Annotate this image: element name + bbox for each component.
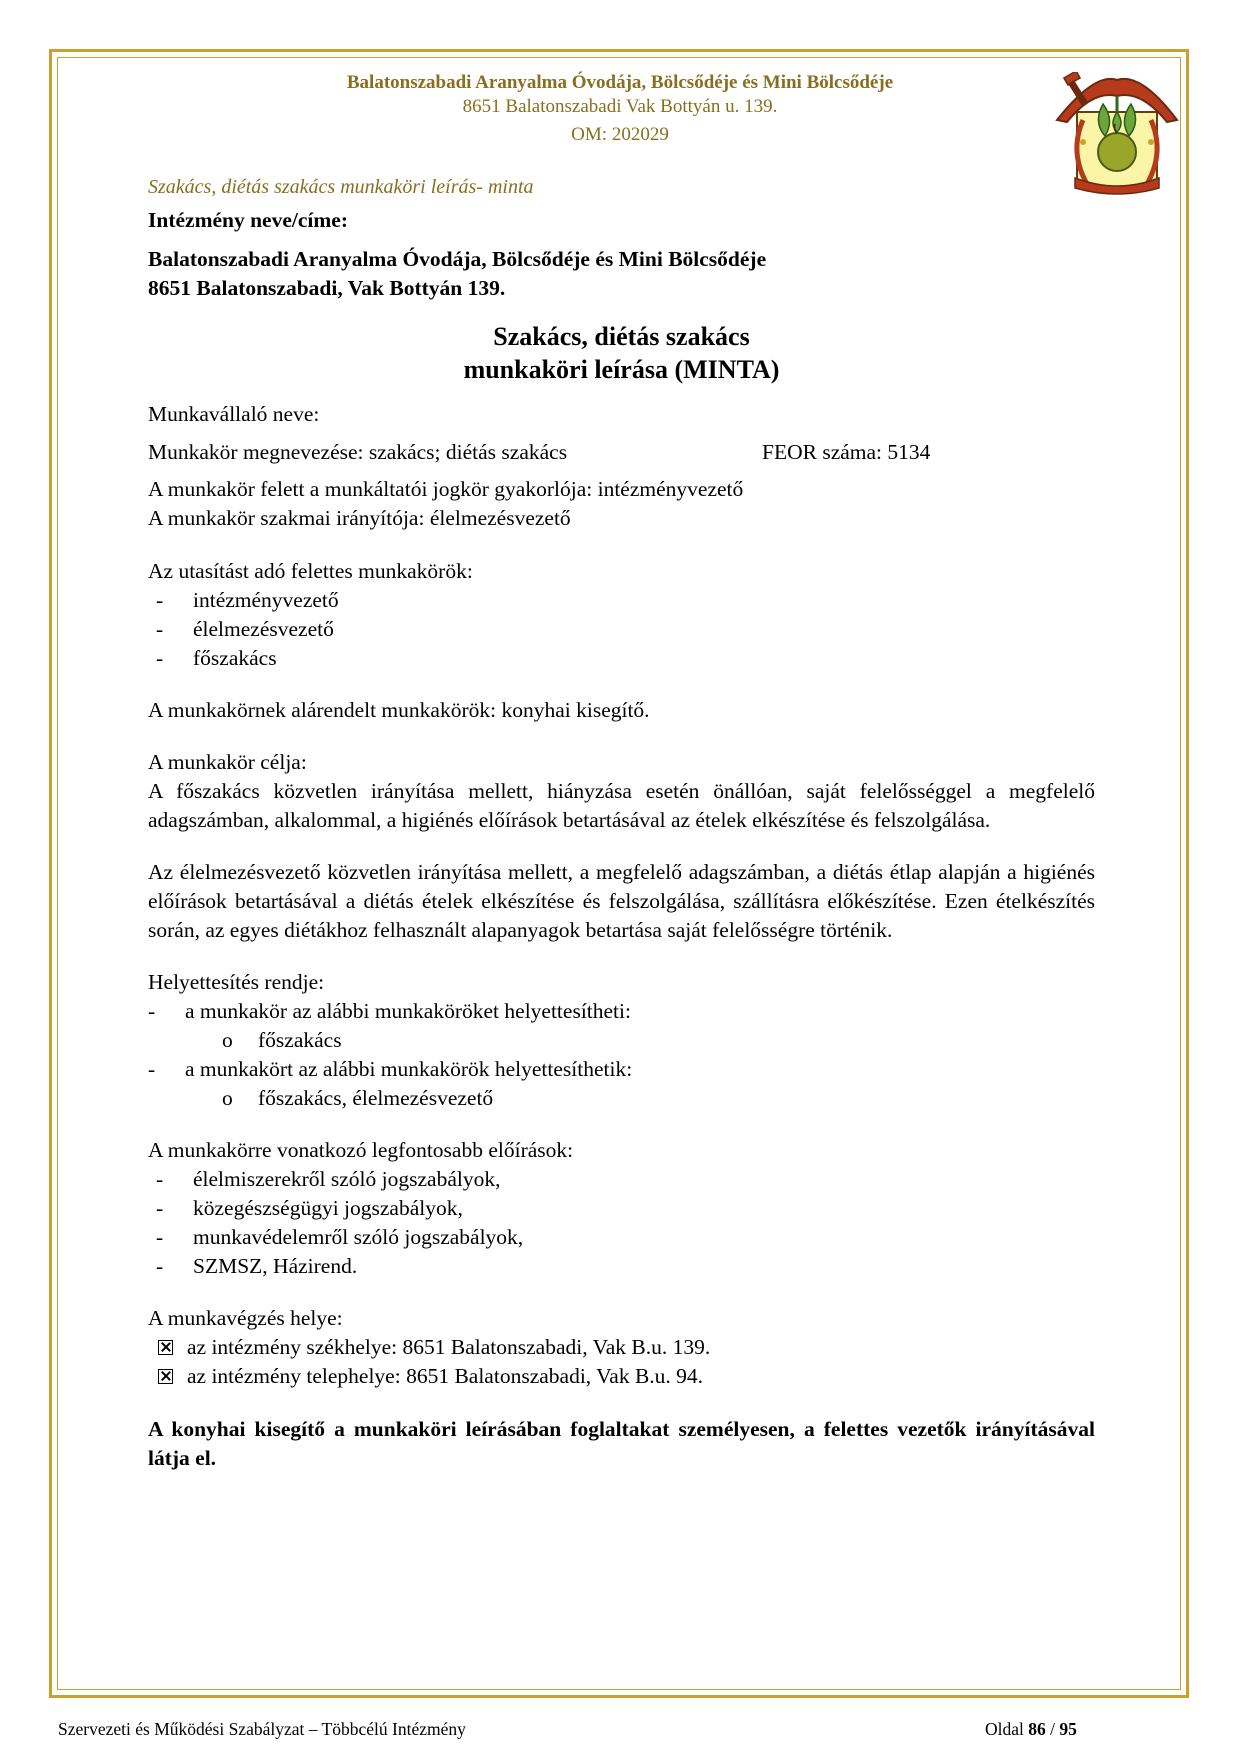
document-title-line1: Szakács, diétás szakács (493, 322, 750, 351)
list-item: - intézményvezető (156, 588, 339, 612)
workplace-item: az intézmény telephelye: 8651 Balatonszabadi, Vak B.u. 94. (148, 1362, 1095, 1391)
goal-label: A munkakör célja: (148, 750, 307, 774)
subordinates: A munkakörnek alárendelt munkakörök: konyhai kisegítő. (148, 698, 650, 722)
substitution-label: Helyettesítés rendje: (148, 970, 325, 994)
list-item: - a munkakör az alábbi munkaköröket helyettesítheti: (148, 999, 631, 1023)
sub-list-item: o főszakács (222, 1028, 342, 1052)
document-body (148, 206, 1095, 1473)
checkbox-checked-icon (158, 1369, 173, 1384)
institution-label: Intézmény neve/címe: (148, 208, 348, 232)
header-om: OM: 202029 (571, 124, 669, 145)
footer-document-name: Szervezeti és Működési Szabályzat – Többcélú Intézmény (58, 1719, 466, 1739)
header-institution: Balatonszabadi Aranyalma Óvodája, Bölcsődéje és Mini Bölcsődéje (346, 72, 894, 93)
header-address: 8651 Balatonszabadi Vak Bottyán u. 139. (462, 96, 778, 117)
list-item: - főszakács (156, 646, 277, 670)
goal-paragraph-1: A főszakács közvetlen irányítása mellett, hiányzása esetén önállóan, saját felelősséggel a megfelelő adagszámban, alkalommal, a higiénés előírások betartásával az ételek elkészítése és felszolgálása. (148, 779, 1095, 832)
sub-list-item: o főszakács, élelmezésvezető (222, 1086, 494, 1110)
workplace-item: az intézmény székhelye: 8651 Balatonszabadi, Vak B.u. 139. (148, 1333, 1095, 1362)
checkbox-checked-icon (158, 1340, 173, 1355)
feor-number: FEOR száma: 5134 (762, 440, 931, 464)
regulations-label: A munkakörre vonatkozó legfontosabb előírások: (148, 1138, 574, 1162)
superiors-label: Az utasítást adó felettes munkakörök: (148, 559, 473, 583)
footer-page-number: Oldal 86 / 95 (985, 1719, 1077, 1739)
closing-statement: A konyhai kisegítő a munkaköri leírásában foglaltakat személyesen, a felettes vezetők irányításával látja el. (148, 1417, 1095, 1470)
list-item: - SZMSZ, Házirend. (156, 1254, 358, 1278)
workplace-label: A munkavégzés helye: (148, 1306, 343, 1330)
list-item: - munkavédelemről szóló jogszabályok, (156, 1225, 524, 1249)
list-item: - közegészségügyi jogszabályok, (156, 1196, 463, 1220)
list-item: - élelmiszerekről szóló jogszabályok, (156, 1167, 501, 1191)
goal-paragraph-2: Az élelmezésvezető közvetlen irányítása mellett, a megfelelő adagszámban, a diétás étlap alapján a higiénés előírások betartásával a diétás ételek elkészítése és felszolgálása, szállításra előkészítése. Ezen ételkészítés során, az egyes diétákhoz felhasznált alapanyagok betartása saját felelősségre történik. (148, 860, 1095, 942)
institution-address: 8651 Balatonszabadi, Vak Bottyán 139. (148, 276, 506, 300)
employee-name-field: Munkavállaló neve: (148, 402, 320, 426)
list-item: - élelmezésvezető (156, 617, 334, 641)
professional-direction: A munkakör szakmai irányítója: élelmezésvezető (148, 506, 571, 530)
employer-rights: A munkakör felett a munkáltatói jogkör gyakorlója: intézményvezető (148, 477, 744, 501)
institution-name: Balatonszabadi Aranyalma Óvodája, Bölcsődéje és Mini Bölcsődéje (148, 247, 767, 271)
document-subtitle: Szakács, diétás szakács munkaköri leírás- minta (148, 176, 534, 198)
document-title-line2: munkaköri leírása (MINTA) (463, 355, 780, 384)
list-item: - a munkakört az alábbi munkakörök helyettesíthetik: (148, 1057, 633, 1081)
apple-house-logo-icon (1055, 72, 1180, 198)
job-title: Munkakör megnevezése: szakács; diétás szakács (148, 440, 568, 464)
